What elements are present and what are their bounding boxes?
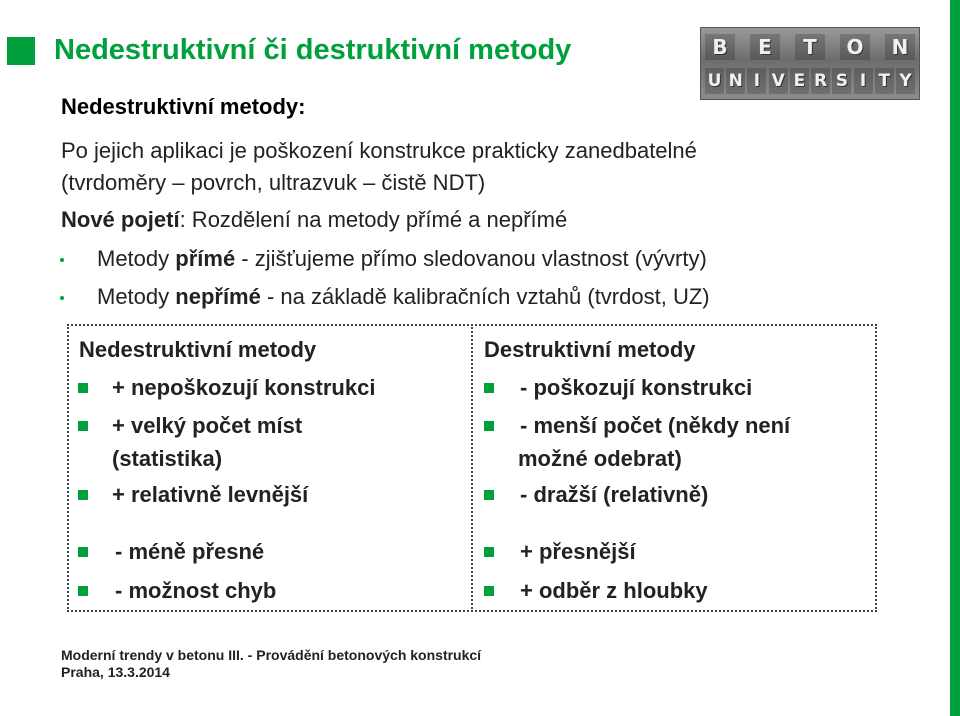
bullet-text: - na základě kalibračních vztahů (tvrdost, UZ) <box>260 284 710 309</box>
right-item: + přesnější <box>520 539 636 564</box>
intro-line-2: (tvrdoměry – povrch, ultrazvuk – čistě NDT) <box>61 170 486 195</box>
title-square-icon <box>7 37 35 65</box>
bullet-dot-icon <box>60 258 64 262</box>
nove-pojeti-label: Nové pojetí <box>61 207 180 232</box>
square-bullet-icon <box>78 586 88 596</box>
right-item: možné odebrat) <box>518 446 682 471</box>
intro-line-3 <box>61 207 567 233</box>
logo-letter: V <box>769 68 788 94</box>
slide-title: Nedestruktivní či destruktivní metody <box>54 34 572 66</box>
nove-pojeti-text: : Rozdělení na metody přímé a nepřímé <box>179 207 568 232</box>
beton-university-logo <box>700 27 920 100</box>
right-accent-bar <box>950 0 960 716</box>
table-divider <box>471 324 473 612</box>
square-bullet-icon <box>484 490 494 500</box>
right-column-heading: Destruktivní metody <box>484 337 696 362</box>
right-item: - poškozují konstrukci <box>520 375 753 400</box>
right-item: - dražší (relativně) <box>520 482 709 507</box>
square-bullet-icon <box>78 547 88 557</box>
right-item: + odběr z hloubky <box>520 578 708 603</box>
left-item: + nepoškozují konstrukci <box>112 375 376 400</box>
subheading: Nedestruktivní metody: <box>61 94 306 119</box>
square-bullet-icon <box>484 383 494 393</box>
left-item: + relativně levnější <box>112 482 309 507</box>
left-item: (statistika) <box>112 446 223 471</box>
logo-letter: N <box>726 68 745 94</box>
bullet-indirect-methods <box>97 284 710 310</box>
square-bullet-icon <box>484 421 494 431</box>
bullet-text: - zjišťujeme přímo sledovanou vlastnost (vývrty) <box>235 246 707 271</box>
bullet-direct-methods <box>97 246 707 272</box>
logo-letter: S <box>832 68 851 94</box>
square-bullet-icon <box>484 586 494 596</box>
left-item: - možnost chyb <box>115 578 277 603</box>
logo-row-university <box>705 68 915 94</box>
square-bullet-icon <box>78 383 88 393</box>
logo-letter: I <box>747 68 766 94</box>
logo-letter: O <box>840 34 870 60</box>
footer-course-title: Moderní trendy v betonu III. - Provádění betonových konstrukcí <box>61 647 482 663</box>
logo-row-beton <box>705 34 915 60</box>
square-bullet-icon <box>484 547 494 557</box>
bullet-prefix: Metody <box>97 284 176 309</box>
left-item: + velký počet míst <box>112 413 303 438</box>
bullet-bold: nepřímé <box>175 284 261 309</box>
square-bullet-icon <box>78 490 88 500</box>
logo-letter: U <box>705 68 724 94</box>
logo-letter: T <box>875 68 894 94</box>
logo-letter: E <box>790 68 809 94</box>
intro-line-1: Po jejich aplikaci je poškození konstrukce prakticky zanedbatelné <box>61 138 697 163</box>
left-column-heading: Nedestruktivní metody <box>79 337 317 362</box>
bullet-prefix: Metody <box>97 246 176 271</box>
bullet-bold: přímé <box>175 246 236 271</box>
bullet-dot-icon <box>60 296 64 300</box>
right-item: - menší počet (někdy není <box>520 413 791 438</box>
logo-letter: B <box>705 34 735 60</box>
logo-letter: Y <box>896 68 915 94</box>
logo-letter: R <box>811 68 830 94</box>
logo-letter: T <box>795 34 825 60</box>
left-item: - méně přesné <box>115 539 265 564</box>
square-bullet-icon <box>78 421 88 431</box>
logo-letter: I <box>854 68 873 94</box>
logo-letter: N <box>885 34 915 60</box>
logo-letter: E <box>750 34 780 60</box>
footer-date: Praha, 13.3.2014 <box>61 664 170 680</box>
